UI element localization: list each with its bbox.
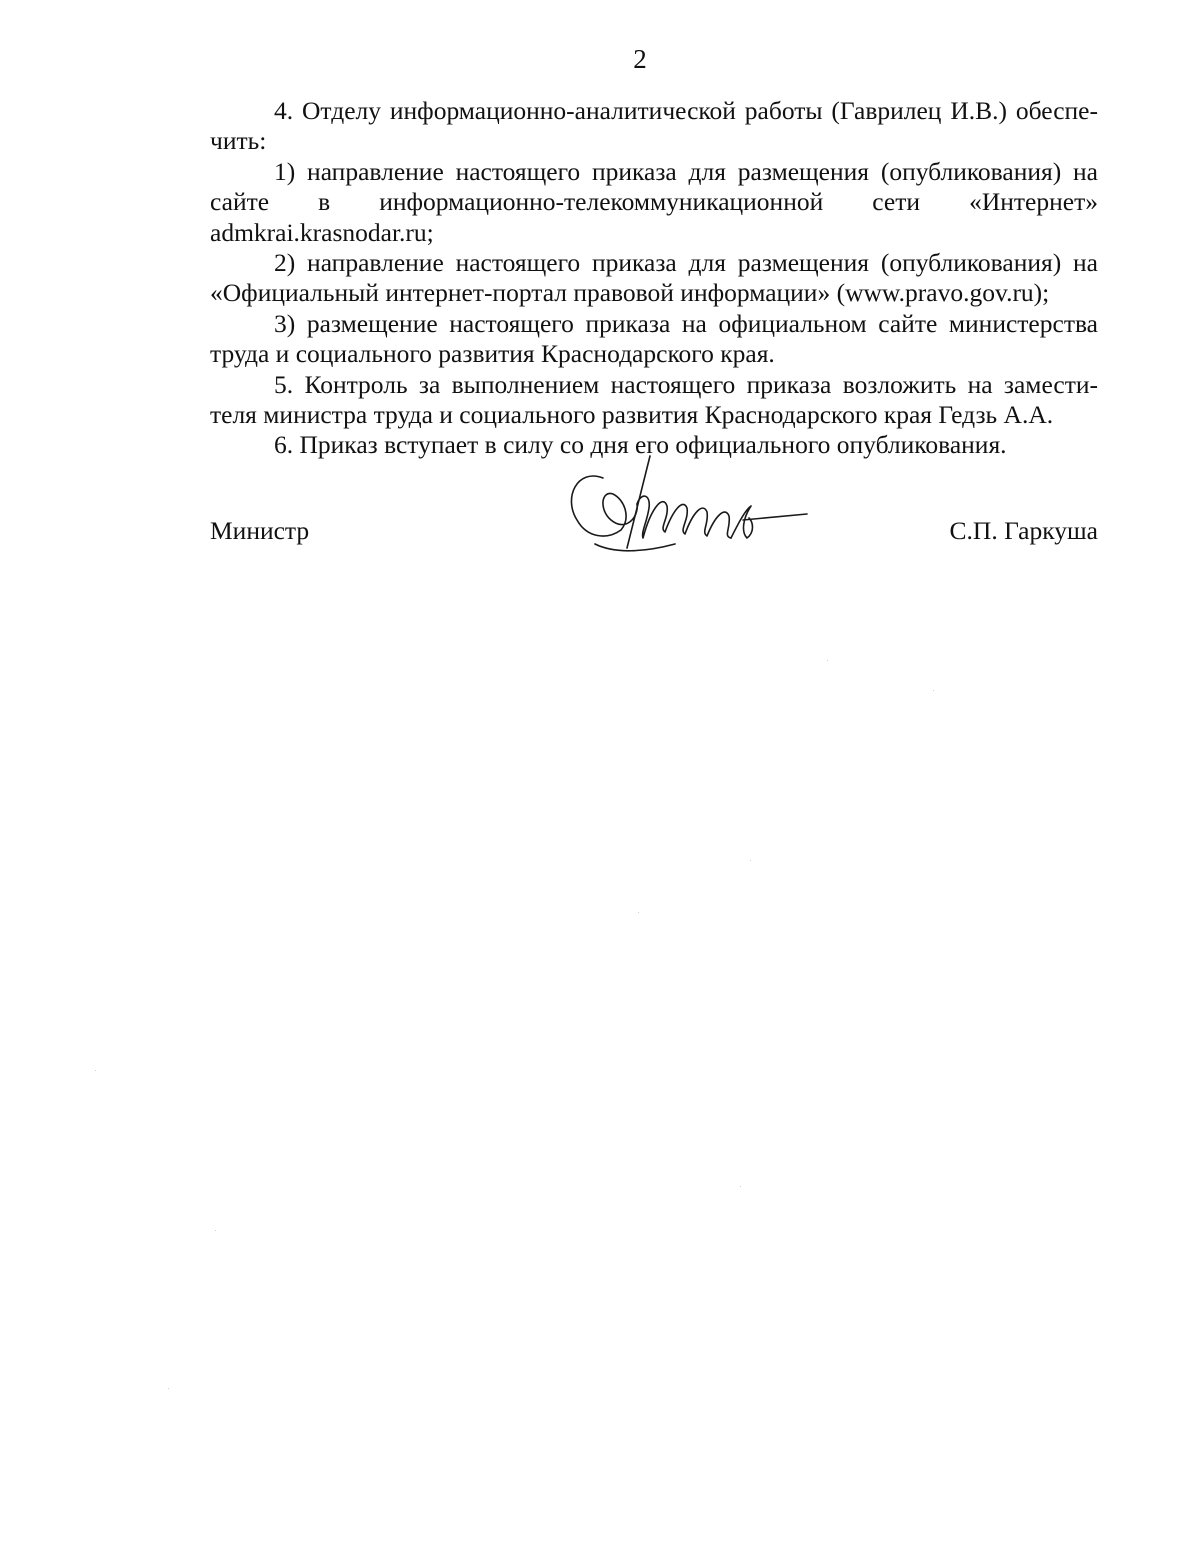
scan-speck [740, 1186, 741, 1187]
scan-speck [827, 660, 828, 661]
document-body [210, 96, 1098, 461]
signature-block [210, 510, 1098, 570]
text-line: 6. Приказ вступает в силу со дня его официального опубликования. [274, 430, 1007, 460]
paragraph-subitem-3 [210, 309, 1098, 370]
text-line: 5. Контроль за выполнением настоящего приказа возложить на замести- [274, 369, 1098, 399]
scan-speck [638, 912, 639, 913]
paragraph-item-4 [210, 96, 1098, 157]
text-line: труда и социального развития Краснодарского края. [210, 339, 775, 369]
signer-title: Министр [210, 516, 310, 545]
scan-speck [750, 860, 751, 861]
text-line: теля министра труда и социального развития Краснодарского края Гедзь А.А. [210, 400, 1054, 430]
text-line: 1) направление настоящего приказа для размещения (опубликования) на [274, 156, 1098, 186]
text-line: admkrai.krasnodar.ru; [210, 217, 434, 247]
handwritten-signature-icon [555, 448, 810, 566]
text-line: чить: [210, 126, 267, 156]
text-line: 4. Отделу информационно-аналитической работы (Гаврилец И.В.) обеспе- [274, 96, 1098, 125]
scan-speck [215, 1230, 216, 1231]
paragraph-subitem-1 [210, 157, 1098, 248]
paragraph-item-5 [210, 370, 1098, 431]
text-line: «Официальный интернет-портал правовой информации» (www.pravo.gov.ru); [210, 278, 1050, 308]
text-line: 3) размещение настоящего приказа на официальном сайте министерства [274, 308, 1098, 338]
text-line: 2) направление настоящего приказа для размещения (опубликования) на [274, 248, 1098, 278]
signer-name: С.П. Гаркуша [949, 516, 1098, 545]
page-number: 2 [633, 44, 647, 74]
scan-speck [95, 1070, 96, 1071]
scan-speck [168, 1388, 169, 1389]
paragraph-subitem-2 [210, 248, 1098, 309]
scan-speck [933, 690, 934, 691]
text-line: сайте в информационно-телекоммуникационной сети «Интернет» [210, 187, 1098, 217]
